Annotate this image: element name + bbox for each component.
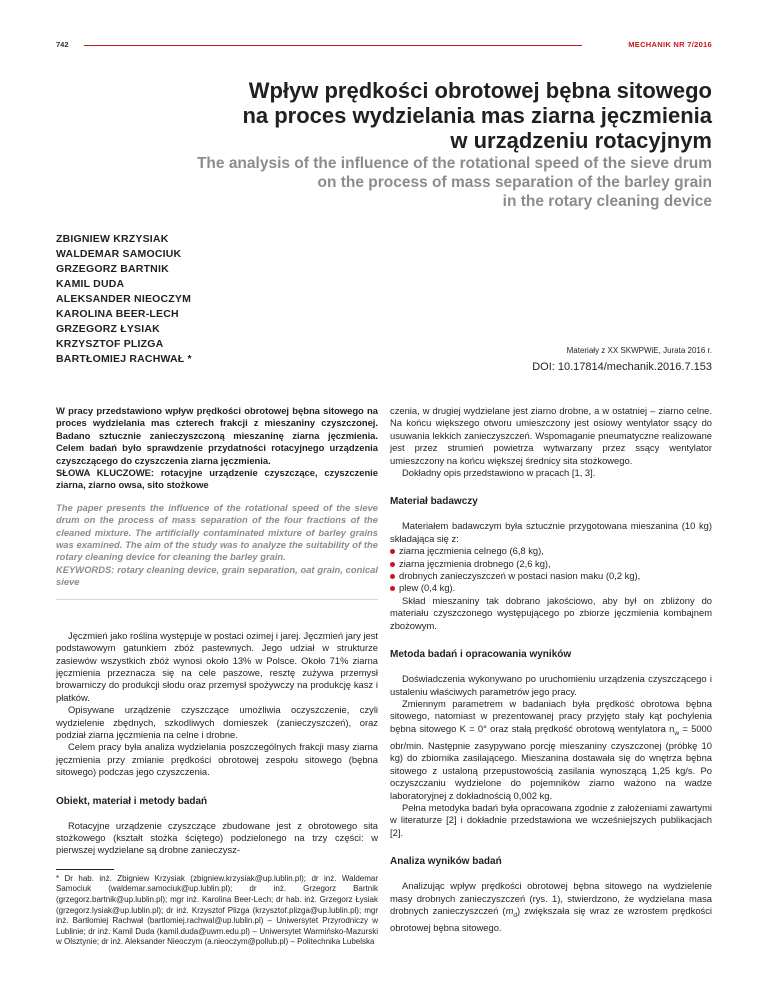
page-number: 742 <box>56 40 69 49</box>
author-name: GRZEGORZ ŁYSIAK <box>56 323 160 335</box>
material-list <box>390 545 712 595</box>
abstract-polish <box>56 405 378 492</box>
list-item: ziarna jęczmienia drobnego (2,6 kg), <box>390 558 712 570</box>
section-heading: Analiza wyników badań <box>390 856 502 868</box>
list-item: drobnych zanieczyszczeń w postaci nasion maku (0,2 kg), <box>390 570 712 582</box>
author-name: BARTŁOMIEJ RACHWAŁ * <box>56 353 192 365</box>
author-name: ZBIGNIEW KRZYSIAK <box>56 233 169 245</box>
body-paragraph: Doświadczenia wykonywano po uruchomieniu urządzenia czyszczącego i ustaleniu właściwych parametrów jego pracy. <box>390 673 712 697</box>
body-paragraph: Materiałem badawczym była sztucznie przygotowana mieszanina (10 kg) składająca się z: <box>390 520 712 544</box>
abstract-block <box>56 405 378 600</box>
abstract-pl-text: W pracy przedstawiono wpływ prędkości obrotowej bębna sitowego na proces wydzielania mas czterech frakcji z mieszaniny czyszczonej. Badano sztucznie zanieczyszczoną mieszaninę ziarna jęczmienia. Celem badań było sprawdzenie przydatności rotacyjnego urządzenia czyszczącego do czyszczenia ziarna jęczmienia. <box>56 405 378 466</box>
title-pl-line: na proces wydzielania mas ziarna jęczmienia <box>242 103 712 128</box>
text-run: = 5000 obr/min. Następnie zasypywano porcję mieszaniny czyszczonej (próbkę 10 kg) do zbiornika zasilającego. Mieszanina dostawała się do wnętrza bębna sitowego z ustaloną przepustowością zasilania wynoszącą 1,25 kg/s. Po oczyszczaniu wydzielone do pojemników ziarno ważono na wadze laboratoryjnej z dokładnością 0,002 kg. <box>390 722 712 801</box>
list-item: ziarna jęczmienia celnego (6,8 kg), <box>390 545 712 557</box>
body-paragraph <box>390 698 712 802</box>
text-run: ) zwiększała się wraz ze wzrostem prędkości obrotowej bębna sitowego. <box>390 905 712 934</box>
author-footnote: * Dr hab. inż. Zbigniew Krzysiak (zbigniew.krzysiak@up.lublin.pl); dr inż. Waldemar Samociuk (waldemar.samociuk@up.lublin.pl); dr inż. Grzegorz Bartnik (grzegorz.bartnik@up.lublin.pl); mgr inż. Karolina Beer-Lech; dr hab. inż. Grzegorz Łysiak (grzegorz.lysiak@up.lublin.pl); dr inż. Krzysztof Plizga (krzysztof.plizga@up.lublin.pl); mgr inż. Bartłomiej Rachwał (bartlomiej.rachwal@up.lublin.pl) – Uniwersytet Przyrodniczy w Lublinie; dr inż. Kamil Duda (kamil.duda@uwm.edu.pl) – Uniwersytet Warmińsko-Mazurski w Olsztynie; dr inż. Aleksander Nieoczym (a.nieoczym@pollub.pl) – Politechnika Lubelska <box>56 873 378 947</box>
body-paragraph: Skład mieszaniny tak dobrano jakościowo, aby był on zbliżony do materiału czyszczonego występującego po zbiorze jęczmienia kombajnem zbożowym. <box>390 594 712 631</box>
text-run: Zmiennym parametrem w badaniach była prędkość obrotowa bębna sitowego, natomiast w prezentowanej pracy przyjęto stały kąt pochylenia bębna sitowego K = 0° oraz stałą prędkość obrotową wentylatora n <box>390 697 712 734</box>
body-paragraph: Dokładny opis przedstawiono w pracach [1, 3]. <box>402 467 596 479</box>
body-paragraph: czenia, w drugiej wydzielane jest ziarno drobne, a w ostatniej – ziarno celne. Na końcu większego otworu umieszczony jest osiowy wentylator ssący do usuwania lekkich zanieczyszczeń. Wspomaganie pneumatyczne realizowane jest przez strumień powietrza wytwarzany przez ssący wentylator umieszczony na końcu większej średnicy sita stożkowego. <box>390 405 712 466</box>
journal-name: MECHANIK NR 7/2016 <box>628 40 712 49</box>
list-item: plew (0,4 kg). <box>390 582 712 594</box>
header-rule <box>84 45 582 46</box>
title-pl-line: Wpływ prędkości obrotowej bębna sitowego <box>248 78 712 103</box>
title-pl-line: w urządzeniu rotacyjnym <box>450 128 712 153</box>
subscript: d <box>513 911 517 919</box>
keywords-english: KEYWORDS: rotary cleaning device, grain separation, oat grain, conical sieve <box>56 563 378 588</box>
abstract-english <box>56 502 378 589</box>
title-en-line: in the rotary cleaning device <box>502 193 712 210</box>
intro-paragraph: Jęczmień jako roślina występuje w postaci ozimej i jarej. Jęczmień jary jest podstawowym gatunkiem zbóż pastewnych. Jego udział w strukturze zasiewów wszystkich zbóż wynosi około 13% w Polsce. Około 71% ziarna jęczmienia przeznacza się na cele paszowe, resztę zużywa przemysł browarniczy do produkcji słodu oraz przemysł spożywczy na produkcję kasz i płatków. <box>56 629 379 703</box>
conference-note: Materiały z XX SKWPWiE, Jurata 2016 r. <box>566 346 712 355</box>
author-name: KRZYSZTOF PLIZGA <box>56 338 164 350</box>
author-name: WALDEMAR SAMOCIUK <box>56 248 182 260</box>
abstract-en-text: The paper presents the influence of the rotational speed of the sieve drum on the process of mass separation of the four fractions of the cleaned mixture. The artificially contaminated mixture of barley grains was examined. The aim of the study was to analyze the suitability of the rotary cleaning device for cleaning the barley grain. <box>56 501 378 563</box>
right-column <box>390 405 712 935</box>
running-header <box>56 40 712 52</box>
section-heading: Materiał badawczy <box>390 496 478 508</box>
footnote-rule <box>56 869 114 870</box>
author-list <box>56 232 386 367</box>
doi-link[interactable]: DOI: 10.17814/mechanik.2016.7.153 <box>532 361 712 373</box>
article-meta <box>532 345 712 374</box>
section-heading: Metoda badań i opracowania wyników <box>390 649 572 661</box>
author-name: GRZEGORZ BARTNIK <box>56 263 169 275</box>
title-en-line: The analysis of the influence of the rotational speed of the sieve drum <box>196 155 712 172</box>
text-run: Analizując wpływ prędkości obrotowej bębna sitowego na wydzielenie masy drobnych zanieczyszczeń (rys. 1), stwierdzono, że wydzielana masa drobnych zanieczyszczeń ( <box>390 880 712 917</box>
title-en-line: on the process of mass separation of the barley grain <box>317 174 712 191</box>
intro-paragraph: Opisywane urządzenie czyszczące umożliwia oczyszczenie, czyli wydzielenie zbędnych, szkodliwych domieszek (zanieczyszczeń), oraz podział ziarna jęczmienia na celne i drobne. <box>56 704 378 740</box>
body-paragraph: Rotacyjne urządzenie czyszczące zbudowane jest z obrotowego sita stożkowego (kształt stożka ściętego) podzielonego na trzy części: w pierwszej wydzielane są drobne zanieczysz- <box>56 819 378 856</box>
left-column <box>56 405 378 948</box>
keywords-polish: SŁOWA KLUCZOWE: rotacyjne urządzenie czyszczące, czyszczenie ziarna, ziarno owsa, sito stożkowe <box>56 467 378 491</box>
author-name: ALEKSANDER NIEOCZYM <box>56 293 192 305</box>
title-polish <box>72 78 712 153</box>
math-variable: m <box>505 905 514 917</box>
section-heading: Obiekt, materiał i metody badań <box>56 795 208 807</box>
subscript: w <box>674 729 680 737</box>
body-paragraph: Pełna metodyka badań była opracowana zgodnie z założeniami zawartymi w literaturze [2] i dokładnie przedstawiona we wcześniejszych publikacjach [2]. <box>390 802 712 838</box>
body-paragraph <box>390 880 712 935</box>
author-name: KAROLINA BEER-LECH <box>56 308 179 320</box>
title-english <box>72 154 712 211</box>
intro-paragraph: Celem pracy była analiza wydzielania poszczególnych frakcji masy ziarna jęczmienia przy zmianie prędkości obrotowej zespołu sitowego (bębna sitowego) podczas jego czyszczenia. <box>56 741 378 778</box>
author-name: KAMIL DUDA <box>56 278 125 290</box>
